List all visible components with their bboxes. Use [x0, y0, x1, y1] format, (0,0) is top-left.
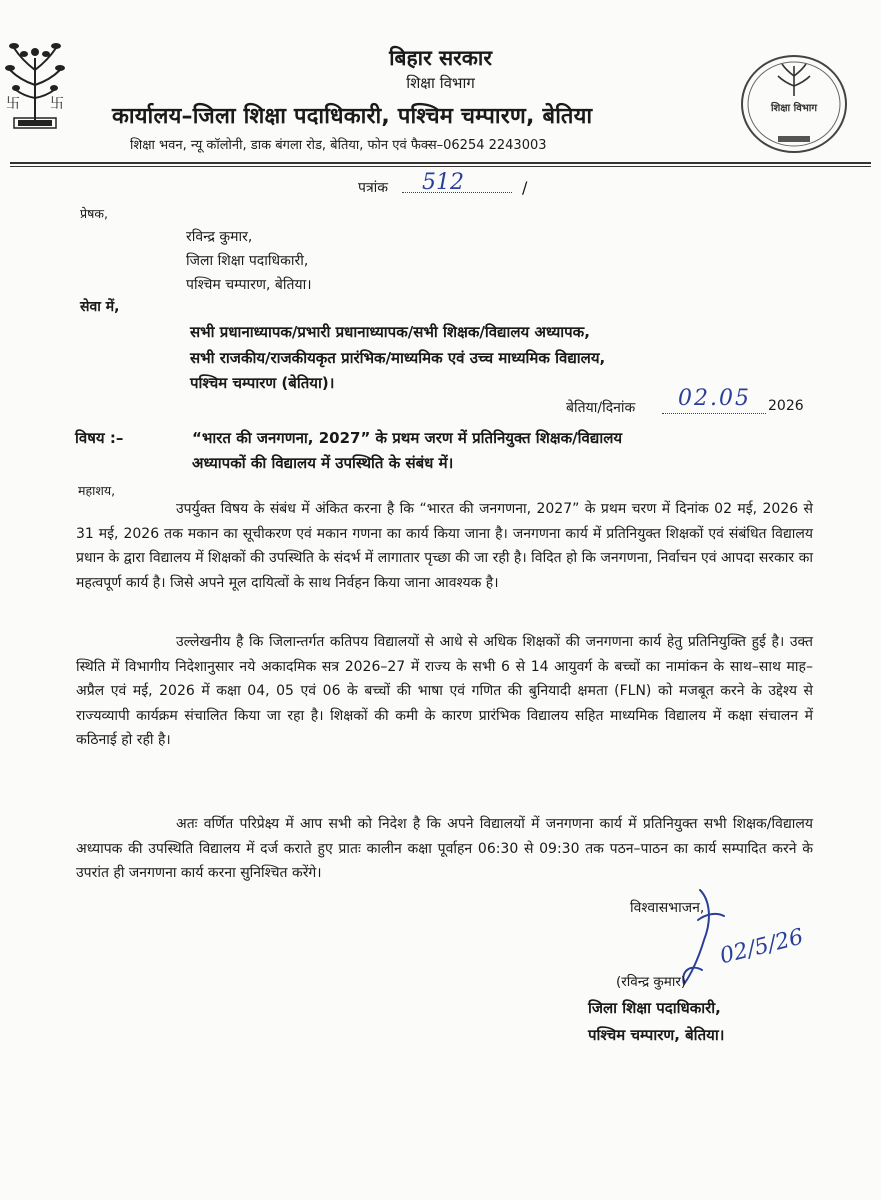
svg-text:卐: 卐 [50, 96, 64, 112]
closing-phrase: विश्वासभाजन, [630, 900, 705, 916]
recipient-line-2: सभी राजकीय/राजकीयकृत प्रारंभिक/माध्यमिक एवं उच्च माध्यमिक विद्यालय, [190, 349, 606, 367]
header-divider [10, 162, 871, 164]
sender-name: रविन्द्र कुमार, [186, 229, 253, 245]
body-paragraph-3 [76, 812, 813, 886]
office-address: शिक्षा भवन, न्यू कॉलोनी, डाक बंगला रोड, बेतिया, फोन एवं फैक्स–06254 2243003 [130, 138, 547, 153]
subject-label: विषय :– [75, 429, 124, 447]
recipient-label: सेवा में, [80, 299, 120, 315]
seal-label: शिक्षा विभाग [770, 103, 818, 114]
recipient-line-1: सभी प्रधानाध्यापक/प्रभारी प्रधानाध्यापक/सभी शिक्षक/विद्यालय अध्यापक, [190, 323, 590, 341]
reference-suffix: / [522, 178, 528, 197]
date-year: 2026 [768, 398, 804, 414]
office-name: कार्यालय–जिला शिक्षा पदाधिकारी, पश्चिम चम्पारण, बेतिया [112, 104, 593, 129]
svg-text:卐: 卐 [6, 96, 20, 112]
sender-place: पश्चिम चम्पारण, बेतिया। [186, 277, 312, 293]
subject-line-2: अध्यापकों की विद्यालय में उपस्थिति के संबंध में। [192, 454, 454, 472]
handwritten-date: 02.05 [678, 386, 751, 411]
reference-dotted-line [402, 192, 512, 193]
date-dotted-line [662, 413, 766, 414]
body-paragraph-2 [76, 630, 813, 753]
paragraph-3-text: अतः वर्णित परिप्रेक्ष्य में आप सभी को निदेश है कि अपने विद्यालयों में जनगणना कार्य में प्रतिनियुक्त सभी शिक्षक/विद्यालय अध्यापक की उपस्थिति विद्यालय में दर्ज कराते हुए प्रातः कालीन कक्षा पूर्वाहन 06:30 से 09:30 तक पठन–पाठन का कार्य सम्पादित करने के उपरांत ही जनगणना कार्य करना सुनिश्चित करेंगे। [76, 816, 813, 881]
reference-label: पत्रांक [358, 180, 389, 196]
reference-number: 512 [422, 170, 464, 195]
date-label: बेतिया/दिनांक [566, 400, 636, 416]
signatory-title: जिला शिक्षा पदाधिकारी, [588, 999, 721, 1017]
subject-line-1: “भारत की जनगणना, 2027” के प्रथम जरण में प्रतिनियुक्त शिक्षक/विद्यालय [192, 429, 623, 447]
signature-date: 02/5/26 [717, 924, 806, 970]
signatory-name: (रविन्द्र कुमार) [616, 974, 687, 990]
paragraph-1-text: उपर्युक्त विषय के संबंध में अंकित करना है कि “भारत की जनगणना, 2027” के प्रथम चरण में दिनांक 02 मई, 2026 से 31 मई, 2026 तक मकान का सूचीकरण एवं मकान गणना का कार्य किया जाना है। जनगणना कार्य में प्रतिनियुक्त शिक्षकों एवं संबंधित विद्यालय प्रधान के द्वारा विद्यालय में शिक्षकों की उपस्थिति के संदर्भ में लागातार पृच्छा की जा रही है। विदित हो कि जनगणना, निर्वाचन एवं आपदा सरकार का महत्वपूर्ण कार्य है। जिसे अपने मूल दायित्वों के साथ निर्वहन किया जाना आवश्यक है। [76, 501, 813, 591]
paragraph-2-text: उल्लेखनीय है कि जिलान्तर्गत कतिपय विद्यालयों से आधे से अधिक शिक्षकों की जनगणना कार्य हेतु प्रतिनियुक्ति हुई है। उक्त स्थिति में विभागीय निदेशानुसार नये अकादमिक सत्र 2026–27 में राज्य के सभी 6 से 14 आयुवर्ग के बच्चों का नामांकन के साथ–साथ माह–अप्रैल एवं मई, 2026 में कक्षा 04, 05 एवं 06 के बच्चों की भाषा एवं गणित की बुनियादी क्षमता (FLN) को मजबूत करने के उद्देश्य से राज्यव्यापी कार्यक्रम संचालित किया जा रहा है। शिक्षकों की कमी के कारण प्रारंभिक विद्यालय सहित माध्यमिक विद्यालय में कक्षा संचालन में कठिनाई हो रही है। [76, 634, 813, 748]
recipient-line-3: पश्चिम चम्पारण (बेतिया)। [190, 374, 335, 392]
department-name: शिक्षा विभाग [406, 74, 475, 92]
salutation: महाशय, [78, 483, 116, 498]
signatory-place: पश्चिम चम्पारण, बेतिया। [588, 1026, 725, 1044]
header-divider-thin [10, 166, 871, 167]
sender-label: प्रेषक, [80, 206, 108, 221]
body-paragraph-1 [76, 497, 813, 595]
government-name: बिहार सरकार [389, 46, 492, 70]
sender-title: जिला शिक्षा पदाधिकारी, [186, 253, 309, 269]
